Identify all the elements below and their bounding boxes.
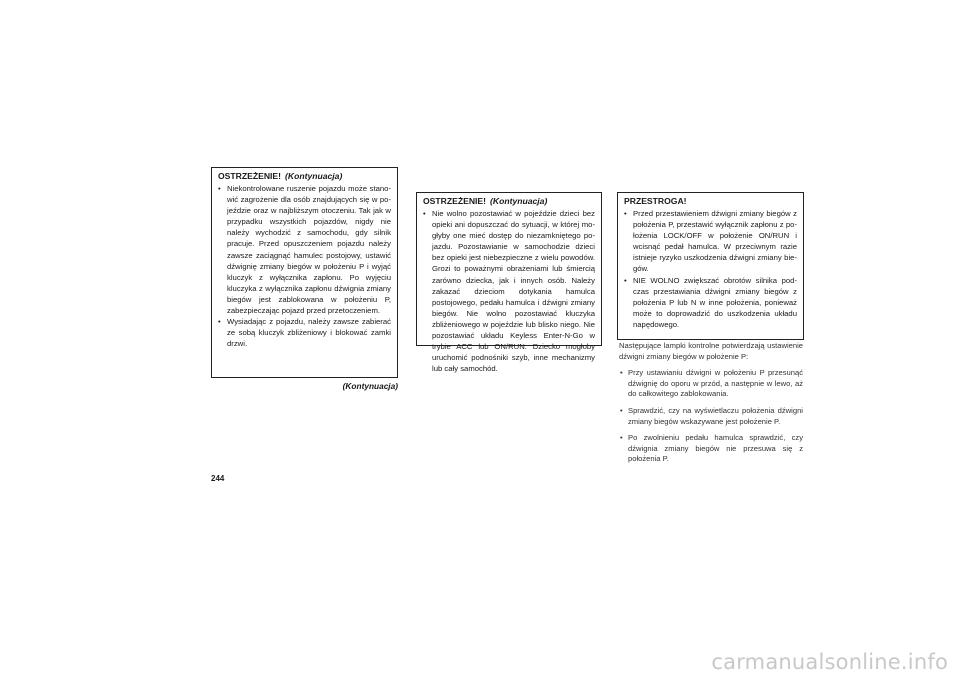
body-intro: Następujące lampki kontrolne potwierdzają ustawienie dźwigni zmiany biegów w położenie P: <box>619 341 803 361</box>
body-list-item: • Sprawdzić, czy na wyświetlaczu położenia dźwigni zmiany biegów wskazywane jest położenie P. <box>619 406 803 427</box>
warning-list <box>423 208 595 374</box>
continuation-label: (Kontynuacja) <box>285 171 343 181</box>
warning-list <box>218 183 391 349</box>
warning-item: • Wysiadając z pojazdu, należy zawsze zabierać ze sobą kluczyk zbliżeniowy i blokować zamki drzwi. <box>218 316 391 349</box>
page-number: 244 <box>211 474 225 483</box>
warning-item: • Nie wolno pozostawiać w pojeździe dzieci bez opieki ani dopuszczać do sytuacji, w której mogłyby one mieć dostęp do niezamkniętego pojazdu. Pozostawianie w samochodzie dzieci bez opieki jest niebezpieczne z wielu powodów. Grozi to poważnymi obrażeniami lub śmiercią zarówno dziecka, jak i innych osób. Należy zakazać dzieciom dotykania hamulca postojowego, pedału hamulca i dźwigni zmiany biegów. Nie wolno pozostawiać kluczyka zbliżeniowego w pojeździe lub blisko niego. Nie pozostawiać układu Keyless Enter-N-Go w trybie ACC lub ON/RUN. Dziecko mogłoby uruchomić podnośniki szyb, inne mechanizmy lub cały samochód. <box>423 208 595 374</box>
warning-title-text: OSTRZEŻENIE! <box>423 196 487 206</box>
caution-list <box>624 208 797 330</box>
body-list-item: • Po zwolnieniu pedału hamulca sprawdzić, czy dźwignia zmiany biegów nie przesuwa się z położenia P. <box>619 433 803 465</box>
warning-item: • Niekontrolowane ruszenie pojazdu może stanowić zagrożenie dla osób znajdujących się w pojeździe oraz w najbliższym otoczeniu. Tak jak w przypadku wszystkich pojazdów, nigdy nie należy wychodzić z samochodu, gdy silnik pracuje. Przed opuszczeniem pojazdu należy zawsze zaciągnąć hamulec postojowy, ustawić dźwignię zmiany biegów w położeniu P i wyjąć kluczyk z wyłącznika zapłonu. Po wyjęciu kluczyka z wyłącznika zapłonu dźwignia zmiany biegów jest zablokowana w położeniu P, zabezpieczając pojazd przed przetoczeniem. <box>218 183 391 316</box>
body-list <box>619 368 803 465</box>
warning-title <box>423 196 595 207</box>
body-section <box>619 341 803 471</box>
body-list-item: • Przy ustawianiu dźwigni w położeniu P przesunąć dźwignię do oporu w przód, a następnie w lewo, aż do całkowitego zablokowania. <box>619 368 803 400</box>
watermark: carmanualsonline.info <box>711 650 948 674</box>
caution-item: • Przed przestawieniem dźwigni zmiany biegów z położenia P, przestawić wyłącznik zapłonu z położenia LOCK/OFF w położenie ON/RUN i wcisnąć pedał hamulca. W przeciwnym razie istnieje ryzyko uszkodzenia dźwigni zmiany biegów. <box>624 208 797 275</box>
warning-title <box>218 171 391 182</box>
continuation-footer: (Kontynuacja) <box>342 381 398 391</box>
continuation-label: (Kontynuacja) <box>490 196 548 206</box>
caution-item: • NIE WOLNO zwiększać obrotów silnika podczas przestawiania dźwigni zmiany biegów z położenia P lub N w inne położenia, ponieważ może to doprowadzić do uszkodzenia układu napędowego. <box>624 275 797 330</box>
warning-box-middle <box>416 192 602 374</box>
warning-title-text: OSTRZEŻENIE! <box>218 171 282 181</box>
caution-title: PRZESTROGA! <box>624 196 687 206</box>
caution-box <box>617 192 804 340</box>
warning-box-left <box>211 167 398 378</box>
